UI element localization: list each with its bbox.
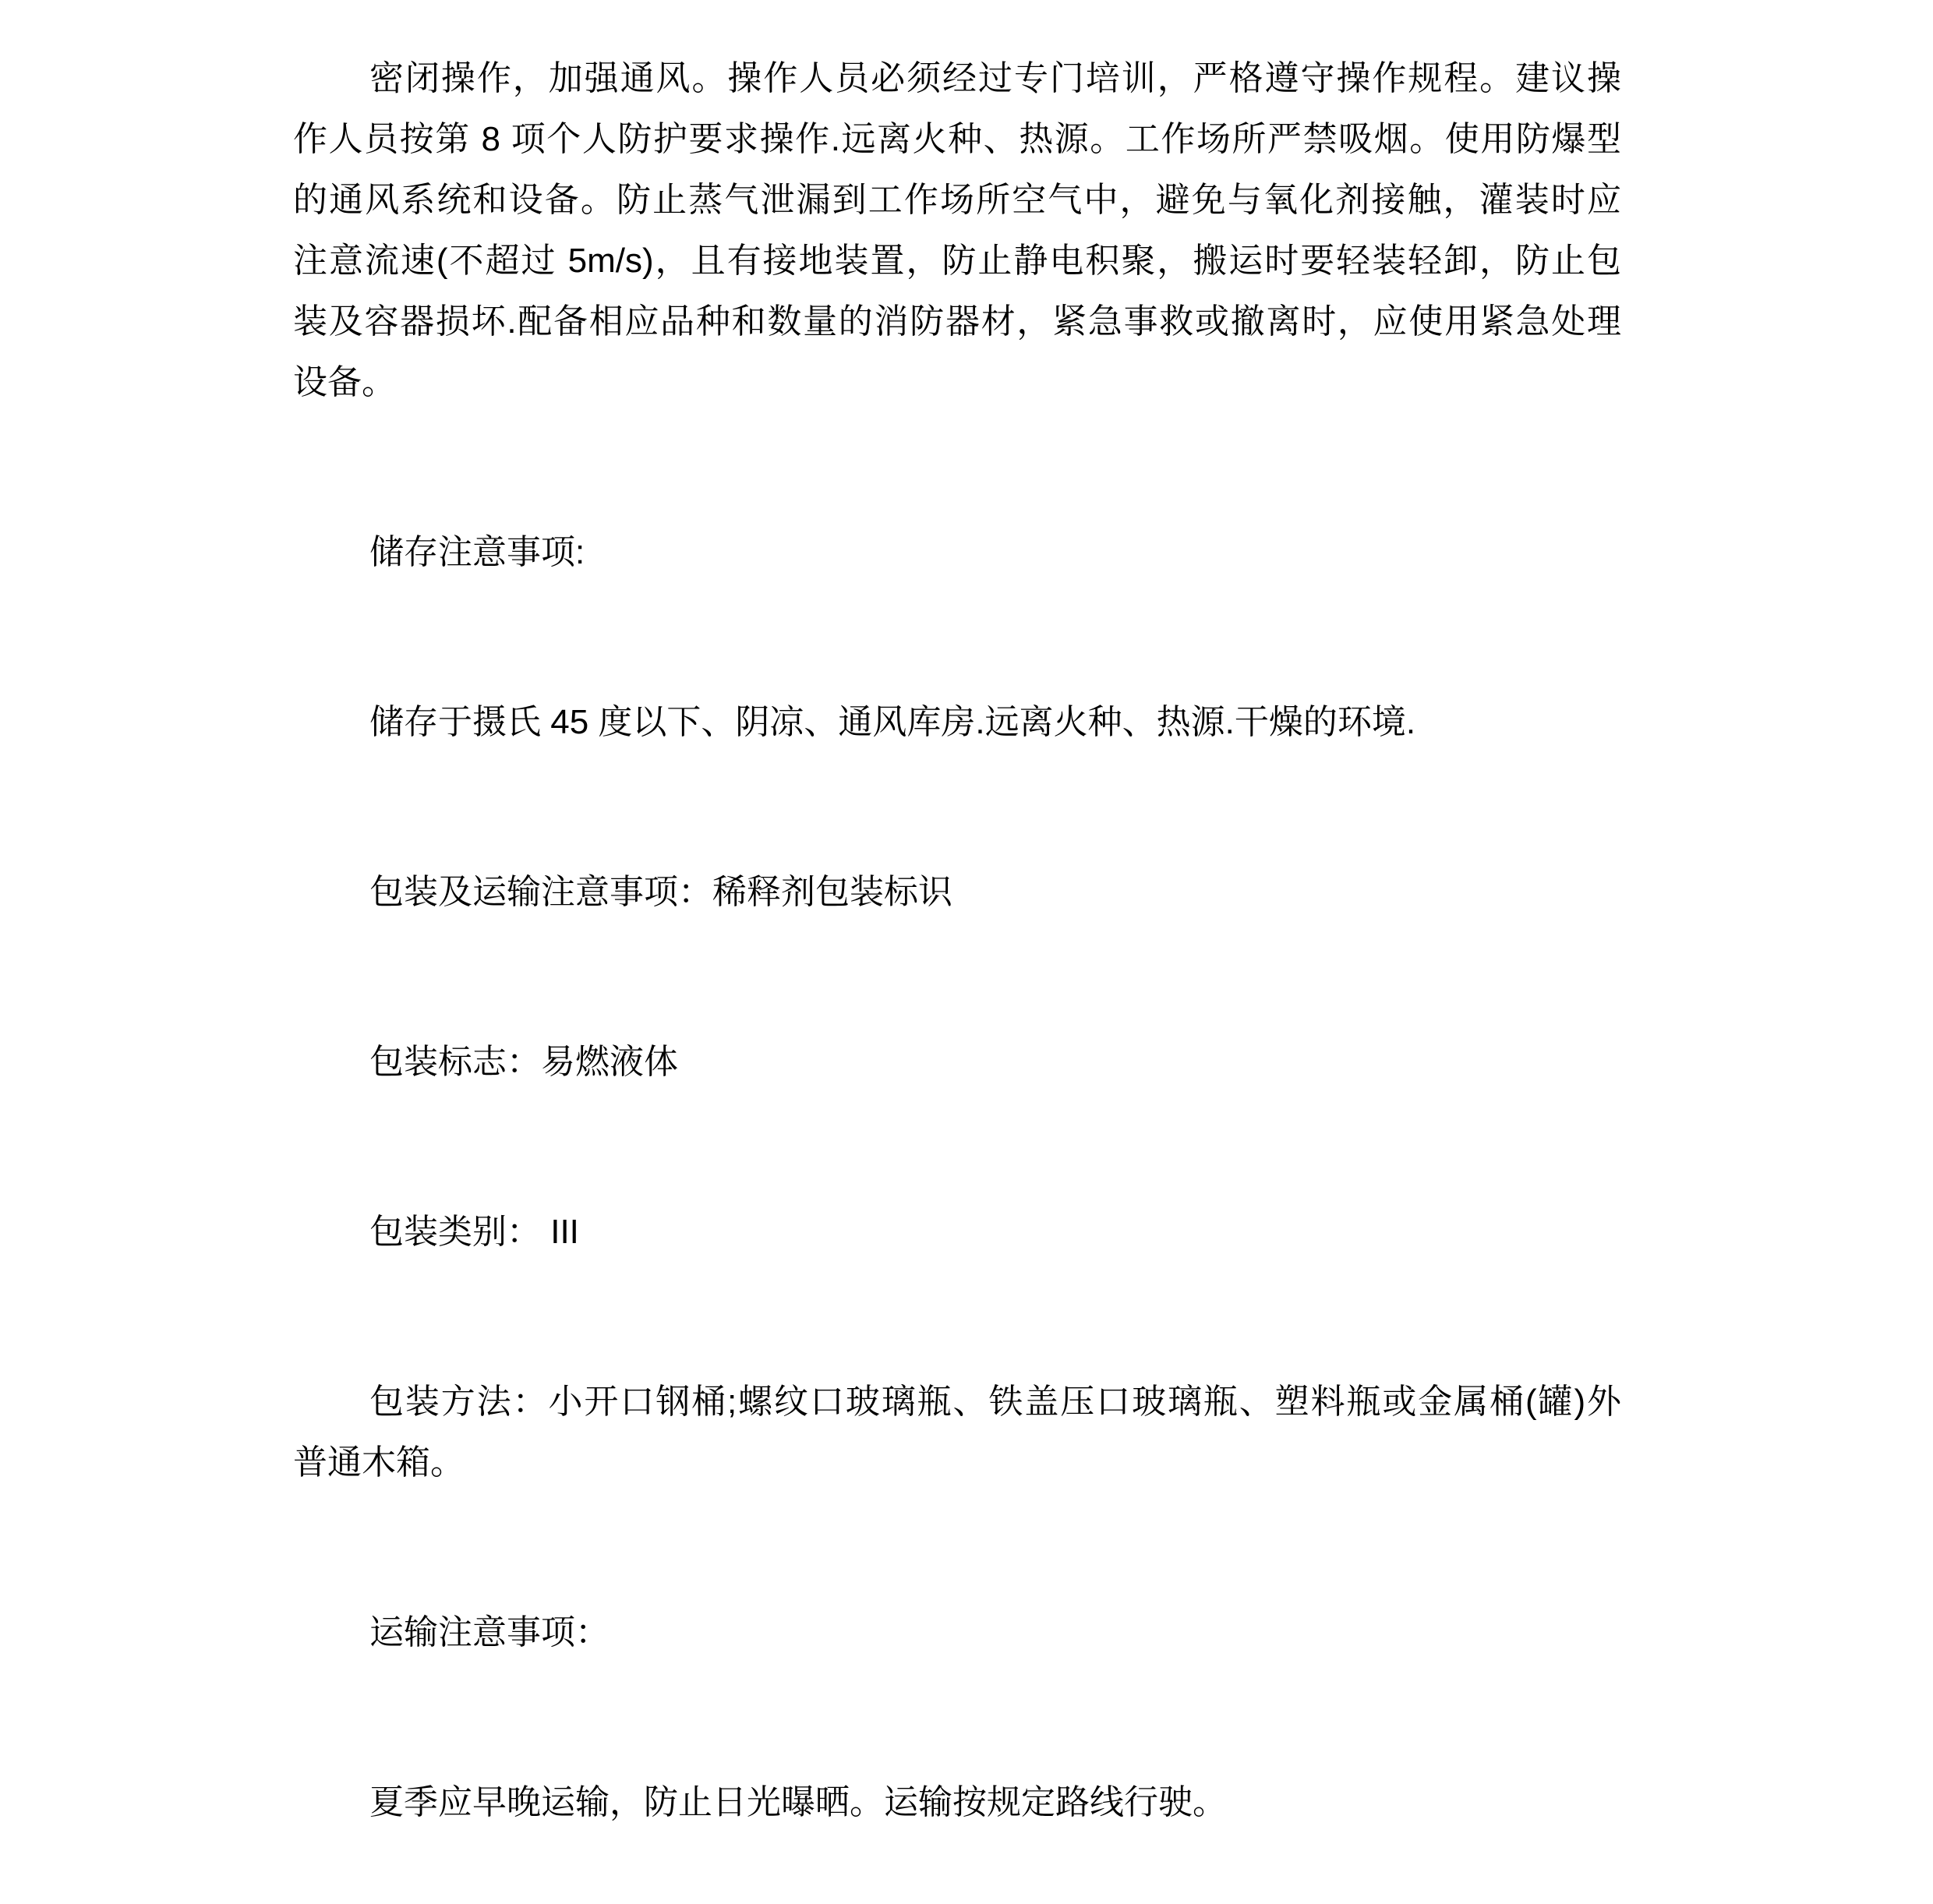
- text-line: 包装类别： III: [369, 1213, 579, 1251]
- text-line: 密闭操作，加强通风。操作人员必须经过专门培训，严格遵守操作规程。建议操: [369, 59, 1621, 97]
- transport-precautions-heading: [293, 1602, 1621, 1663]
- document-page: [293, 48, 1621, 1833]
- text-line: 包装方法：小开口钢桶;螺纹口玻璃瓶、铁盖压口玻璃瓶、塑料瓶或金属桶(罐)外: [369, 1383, 1621, 1421]
- handling-precautions-paragraph: [293, 48, 1621, 413]
- transport-note-paragraph: [293, 1772, 1621, 1833]
- storage-precautions-heading: [293, 522, 1621, 583]
- text-line: 注意流速(不超过 5m/s)，且有接地装置，防止静电积聚，搬运时要轻装轻卸，防止包: [293, 242, 1621, 280]
- text-line: 储存注意事项:: [369, 533, 585, 571]
- text-line: 装及容器损坏.配备相应品种和数量的消防器材，紧急事救或撤离时，应使用紧急处理: [293, 302, 1621, 341]
- text-line: 包装及运输注意事项：稀释剂包装标识: [369, 873, 952, 911]
- packaging-method-paragraph: [293, 1372, 1621, 1493]
- text-line: 包装标志：易燃液体: [369, 1043, 678, 1081]
- text-line: 设备。: [293, 363, 396, 401]
- text-line: 储存于摄氏 45 度以下、阴凉、通风库房.远离火种、热源.干燥的环境.: [369, 703, 1416, 741]
- packaging-mark-paragraph: [293, 1032, 1621, 1093]
- storage-conditions-paragraph: [293, 692, 1621, 753]
- text-line: 普通木箱。: [293, 1443, 465, 1482]
- packaging-category-paragraph: [293, 1202, 1621, 1263]
- text-line: 的通风系统和设备。防止蒸气泄漏到工作场所空气中，避免与氧化剂接触，灌装时应: [293, 181, 1621, 219]
- text-line: 夏季应早晚运输，防止日光曝晒。运输按规定路线行驶。: [369, 1783, 1227, 1821]
- text-line: 运输注意事项：: [369, 1613, 610, 1651]
- text-line: 作人员按第 8 项个人防护要求操作.远离火种、热源。工作场所严禁吸烟。使用防爆型: [293, 120, 1621, 158]
- packaging-transport-heading: [293, 862, 1621, 923]
